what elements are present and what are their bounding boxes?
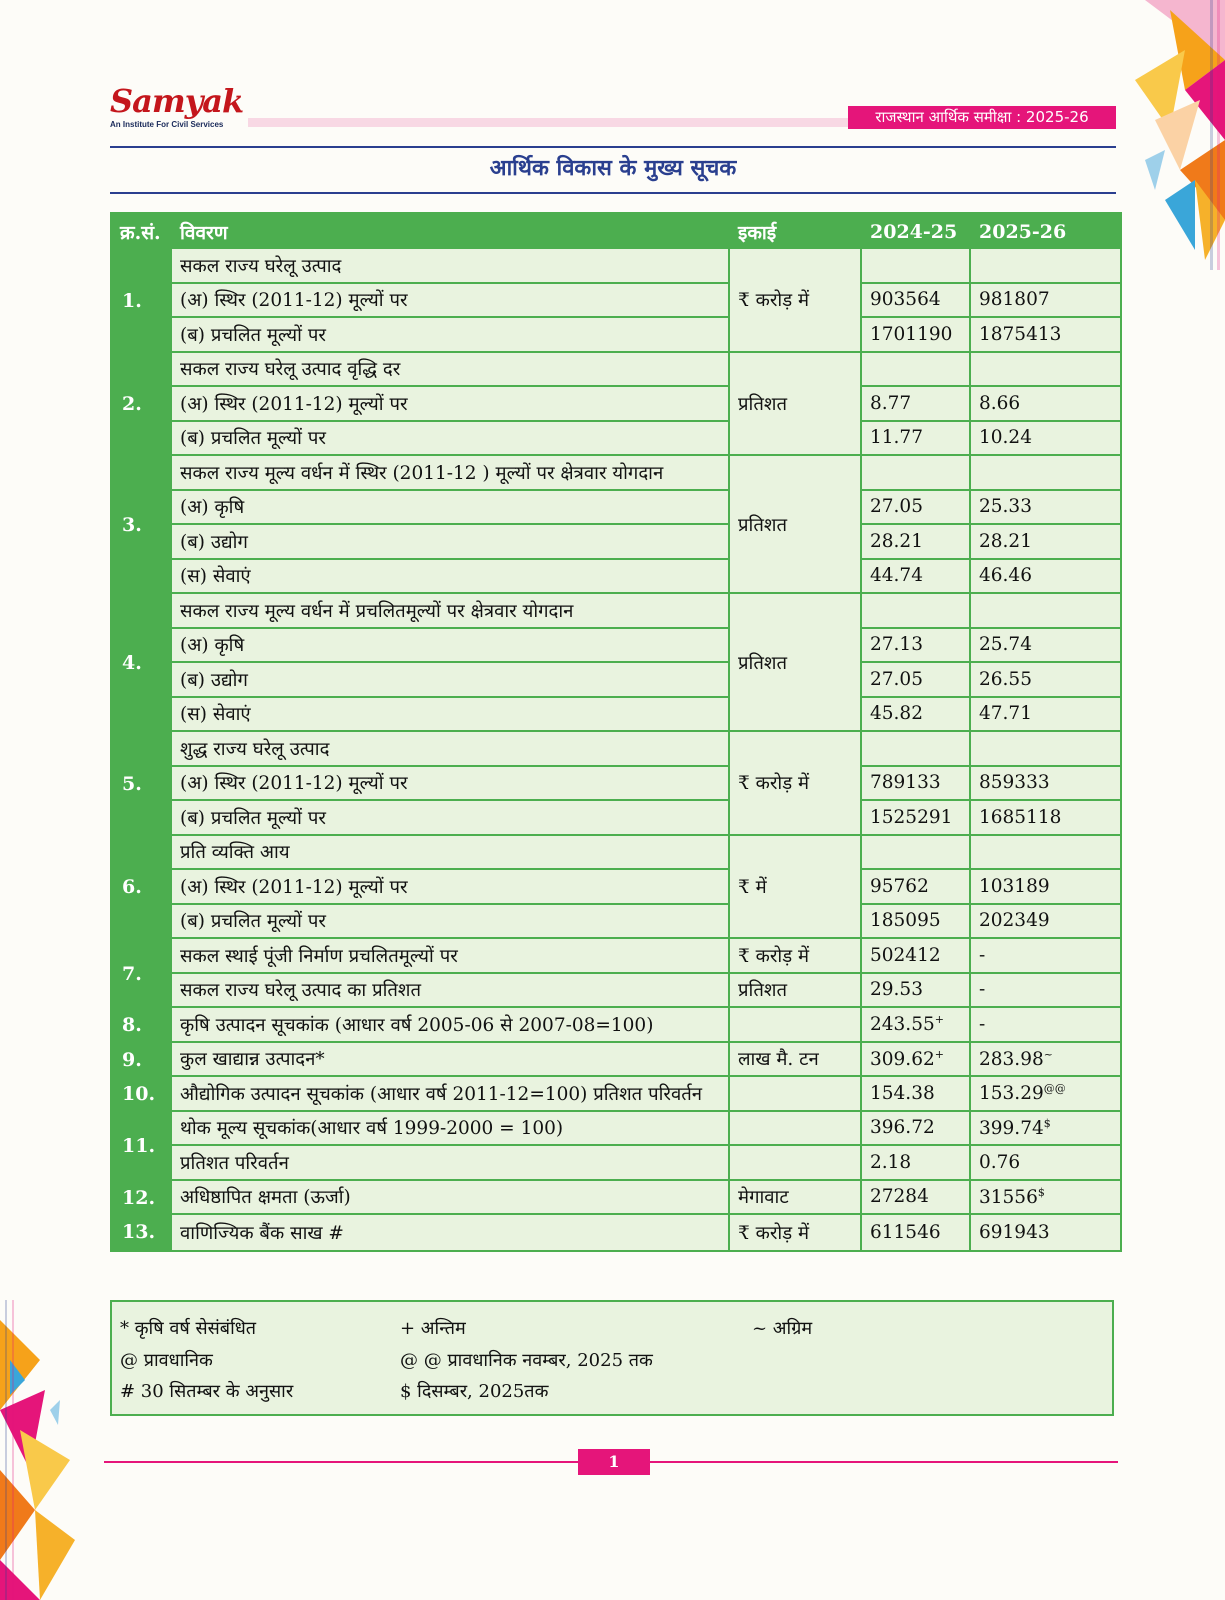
cell-footnote-marker: @@ — [1043, 1082, 1066, 1096]
indicators-table — [110, 212, 1122, 1252]
row-unit: ₹ करोड़ में — [730, 1215, 862, 1250]
table-row — [112, 594, 1120, 629]
table-row — [112, 456, 1120, 491]
serial-number: 11. — [112, 1112, 172, 1181]
value-2025-26 — [971, 801, 1120, 836]
cell-value: 2.18 — [870, 1151, 912, 1173]
cell-value: 44.74 — [870, 565, 923, 587]
cell-value: 691943 — [979, 1221, 1050, 1243]
value-2024-25 — [862, 939, 971, 974]
value-2025-26 — [971, 422, 1120, 457]
indicators-table-wrapper — [110, 212, 1118, 1252]
col-header-year-1: 2024-25 — [862, 214, 971, 249]
value-2024-25 — [862, 422, 971, 457]
table-row — [112, 974, 1120, 1009]
title-rule-bottom — [110, 192, 1116, 194]
value-2024-25 — [862, 353, 971, 388]
value-2025-26 — [971, 1146, 1120, 1181]
row-unit: प्रतिशत — [730, 456, 862, 594]
cell-value: 1875413 — [979, 323, 1062, 345]
cell-value: 283.98 — [979, 1048, 1044, 1070]
value-2024-25 — [862, 1008, 971, 1043]
row-description: (ब) प्रचलित मूल्यों पर — [172, 318, 730, 353]
row-description: सकल राज्य घरेलू उत्पाद का प्रतिशत — [172, 974, 730, 1009]
value-2024-25 — [862, 801, 971, 836]
cell-value: 1701190 — [870, 323, 953, 345]
serial-number: 4. — [112, 594, 172, 732]
cell-value: 45.82 — [870, 703, 923, 725]
value-2024-25 — [862, 491, 971, 526]
row-unit: प्रतिशत — [730, 974, 862, 1009]
serial-number: 10. — [112, 1077, 172, 1112]
row-unit: मेगावाट — [730, 1181, 862, 1216]
row-unit: ₹ करोड़ में — [730, 939, 862, 974]
serial-number: 12. — [112, 1181, 172, 1216]
value-2024-25 — [862, 249, 971, 284]
value-2025-26 — [971, 1112, 1120, 1147]
serial-number: 9. — [112, 1043, 172, 1078]
serial-number: 8. — [112, 1008, 172, 1043]
cell-value: 47.71 — [979, 703, 1032, 725]
value-2024-25 — [862, 525, 971, 560]
cell-value: 8.66 — [979, 392, 1021, 414]
row-description: (ब) उद्योग — [172, 525, 730, 560]
cell-value: 859333 — [979, 772, 1050, 794]
table-row — [112, 353, 1120, 388]
serial-number: 5. — [112, 732, 172, 836]
value-2025-26 — [971, 905, 1120, 940]
value-2024-25 — [862, 663, 971, 698]
row-description: कुल खाद्यान्न उत्पादन* — [172, 1043, 730, 1078]
value-2025-26 — [971, 974, 1120, 1009]
value-2025-26 — [971, 663, 1120, 698]
row-description: (स) सेवाएं — [172, 560, 730, 595]
value-2024-25 — [862, 1215, 971, 1250]
value-2025-26 — [971, 249, 1120, 284]
cell-value: 243.55 — [870, 1014, 935, 1036]
title-rule-top — [110, 146, 1116, 148]
row-description: सकल स्थाई पूंजी निर्माण प्रचलितमूल्यों पर — [172, 939, 730, 974]
value-2024-25 — [862, 974, 971, 1009]
value-2025-26 — [971, 594, 1120, 629]
cell-value: 103189 — [979, 875, 1050, 897]
cell-value: 25.74 — [979, 634, 1032, 656]
serial-number: 3. — [112, 456, 172, 594]
table-row — [112, 905, 1120, 940]
cell-value: 981807 — [979, 289, 1050, 311]
cell-footnote-marker: $ — [1037, 1185, 1045, 1199]
table-row — [112, 387, 1120, 422]
cell-value: 185095 — [870, 910, 941, 932]
cell-value: 309.62 — [870, 1048, 935, 1070]
decorative-triangles-top-right — [1125, 0, 1225, 270]
header-band — [248, 118, 848, 127]
row-description: सकल राज्य मूल्य वर्धन में प्रचलितमूल्यों पर क्षेत्रवार योगदान — [172, 594, 730, 629]
row-unit: ₹ करोड़ में — [730, 732, 862, 836]
row-description: कृषि उत्पादन सूचकांक (आधार वर्ष 2005-06 से 2007-08=100) — [172, 1008, 730, 1043]
value-2025-26 — [971, 870, 1120, 905]
cell-value: 903564 — [870, 289, 941, 311]
row-description: (अ) स्थिर (2011-12) मूल्यों पर — [172, 870, 730, 905]
table-row — [112, 525, 1120, 560]
cell-value: 396.72 — [870, 1117, 935, 1139]
footnote: @ @ प्रावधानिक नवम्बर, 2025 तक — [400, 1350, 653, 1371]
table-body — [112, 249, 1120, 1250]
row-unit: ₹ में — [730, 836, 862, 940]
row-description: (ब) प्रचलित मूल्यों पर — [172, 905, 730, 940]
table-row — [112, 836, 1120, 871]
cell-value: 29.53 — [870, 979, 923, 1001]
table-row — [112, 732, 1120, 767]
table-row — [112, 1215, 1120, 1250]
row-unit: प्रतिशत — [730, 594, 862, 732]
row-description: प्रति व्यक्ति आय — [172, 836, 730, 871]
value-2024-25 — [862, 698, 971, 733]
row-unit — [730, 1008, 862, 1043]
page-title: आर्थिक विकास के मुख्य सूचक — [489, 156, 737, 181]
cell-value: 28.21 — [979, 530, 1032, 552]
table-row — [112, 1043, 1120, 1078]
value-2025-26 — [971, 353, 1120, 388]
cell-value: 27284 — [870, 1186, 929, 1208]
value-2024-25 — [862, 456, 971, 491]
row-description: (अ) कृषि — [172, 491, 730, 526]
row-description: अधिष्ठापित क्षमता (ऊर्जा) — [172, 1181, 730, 1216]
cell-value: 27.13 — [870, 634, 923, 656]
footer-rule-right — [650, 1461, 1118, 1463]
cell-value: 25.33 — [979, 496, 1032, 518]
cell-value: 502412 — [870, 944, 941, 966]
table-row — [112, 1181, 1120, 1216]
cell-value: 95762 — [870, 875, 929, 897]
cell-value: 1525291 — [870, 806, 953, 828]
cell-footnote-marker: + — [934, 1013, 944, 1027]
row-description: सकल राज्य घरेलू उत्पाद — [172, 249, 730, 284]
row-description: सकल राज्य मूल्य वर्धन में स्थिर (2011-12 ) मूल्यों पर क्षेत्रवार योगदान — [172, 456, 730, 491]
cell-value: - — [979, 944, 986, 966]
cell-footnote-marker: ~ — [1043, 1047, 1053, 1061]
value-2025-26 — [971, 1181, 1120, 1216]
footnote: $ दिसम्बर, 2025तक — [400, 1381, 549, 1402]
footnote: * कृषि वर्ष सेसंबंधित — [120, 1318, 257, 1339]
row-description: वाणिज्यिक बैंक साख # — [172, 1215, 730, 1250]
cell-value: 31556 — [979, 1186, 1038, 1208]
table-row — [112, 560, 1120, 595]
value-2025-26 — [971, 767, 1120, 802]
cell-value: 28.21 — [870, 530, 923, 552]
cell-value: 27.05 — [870, 668, 923, 690]
value-2025-26 — [971, 560, 1120, 595]
value-2024-25 — [862, 629, 971, 664]
cell-value: 153.29 — [979, 1083, 1044, 1105]
value-2024-25 — [862, 732, 971, 767]
value-2025-26 — [971, 836, 1120, 871]
row-description: (ब) प्रचलित मूल्यों पर — [172, 422, 730, 457]
value-2024-25 — [862, 284, 971, 319]
value-2025-26 — [971, 732, 1120, 767]
row-unit: प्रतिशत — [730, 353, 862, 457]
cell-value: 11.77 — [870, 427, 923, 449]
row-description: सकल राज्य घरेलू उत्पाद वृद्धि दर — [172, 353, 730, 388]
table-row — [112, 939, 1120, 974]
col-header-description: विवरण — [172, 214, 730, 249]
decorative-triangles-bottom-left — [0, 1300, 80, 1600]
value-2024-25 — [862, 767, 971, 802]
value-2024-25 — [862, 836, 971, 871]
cell-value: 154.38 — [870, 1082, 935, 1104]
value-2025-26 — [971, 939, 1120, 974]
footnote: # 30 सितम्बर के अनुसार — [120, 1381, 294, 1402]
table-header-row — [112, 214, 1120, 249]
value-2025-26 — [971, 456, 1120, 491]
table-row — [112, 698, 1120, 733]
value-2024-25 — [862, 1181, 971, 1216]
report-tag: राजस्थान आर्थिक समीक्षा : 2025-26 — [848, 106, 1116, 129]
row-description: प्रतिशत परिवर्तन — [172, 1146, 730, 1181]
row-description: (अ) स्थिर (2011-12) मूल्यों पर — [172, 284, 730, 319]
serial-number: 6. — [112, 836, 172, 940]
table-row — [112, 767, 1120, 802]
table-row — [112, 1008, 1120, 1043]
table-row — [112, 629, 1120, 664]
cell-value: - — [979, 1013, 986, 1035]
table-row — [112, 318, 1120, 353]
value-2025-26 — [971, 698, 1120, 733]
table-row — [112, 801, 1120, 836]
cell-footnote-marker: + — [934, 1047, 944, 1061]
row-unit — [730, 1146, 862, 1181]
cell-value: 0.76 — [979, 1151, 1021, 1173]
table-row — [112, 663, 1120, 698]
table-row — [112, 870, 1120, 905]
value-2024-25 — [862, 1077, 971, 1112]
value-2025-26 — [971, 1043, 1120, 1078]
value-2024-25 — [862, 1043, 971, 1078]
table-row — [112, 422, 1120, 457]
cell-value: 789133 — [870, 772, 941, 794]
value-2025-26 — [971, 525, 1120, 560]
cell-value: 611546 — [870, 1221, 941, 1243]
value-2025-26 — [971, 629, 1120, 664]
value-2024-25 — [862, 1112, 971, 1147]
value-2024-25 — [862, 905, 971, 940]
col-header-unit: इकाई — [730, 214, 862, 249]
cell-value: 26.55 — [979, 668, 1032, 690]
serial-number: 13. — [112, 1215, 172, 1250]
row-unit — [730, 1077, 862, 1112]
value-2024-25 — [862, 594, 971, 629]
row-description: (अ) स्थिर (2011-12) मूल्यों पर — [172, 387, 730, 422]
footnote: + अन्तिम — [400, 1318, 466, 1339]
footer-rule-left — [104, 1461, 578, 1463]
cell-value: 399.74 — [979, 1117, 1044, 1139]
row-description: शुद्ध राज्य घरेलू उत्पाद — [172, 732, 730, 767]
table-row — [112, 284, 1120, 319]
table-row — [112, 1112, 1120, 1147]
samyak-logo — [110, 84, 243, 129]
row-description: (अ) स्थिर (2011-12) मूल्यों पर — [172, 767, 730, 802]
cell-value: 46.46 — [979, 565, 1032, 587]
cell-value: 1685118 — [979, 806, 1062, 828]
serial-number: 2. — [112, 353, 172, 457]
page-number: 1 — [578, 1449, 650, 1475]
col-header-year-2: 2025-26 — [971, 214, 1120, 249]
serial-number: 7. — [112, 939, 172, 1008]
value-2024-25 — [862, 318, 971, 353]
cell-value: 10.24 — [979, 427, 1032, 449]
row-description: (अ) कृषि — [172, 629, 730, 664]
value-2025-26 — [971, 387, 1120, 422]
footnote: ~ अग्रिम — [752, 1318, 813, 1339]
value-2025-26 — [971, 1215, 1120, 1250]
row-description: (ब) प्रचलित मूल्यों पर — [172, 801, 730, 836]
footnote: @ प्रावधानिक — [120, 1350, 213, 1371]
row-unit: लाख मै. टन — [730, 1043, 862, 1078]
col-header-sn: क्र.सं. — [112, 214, 172, 249]
value-2025-26 — [971, 284, 1120, 319]
logo-tagline: An Institute For Civil Services — [110, 120, 224, 129]
row-description: (ब) उद्योग — [172, 663, 730, 698]
value-2025-26 — [971, 491, 1120, 526]
row-unit — [730, 1112, 862, 1147]
value-2024-25 — [862, 387, 971, 422]
cell-value: 8.77 — [870, 392, 912, 414]
cell-footnote-marker: $ — [1043, 1116, 1051, 1130]
value-2024-25 — [862, 560, 971, 595]
value-2024-25 — [862, 870, 971, 905]
table-row — [112, 249, 1120, 284]
row-description: औद्योगिक उत्पादन सूचकांक (आधार वर्ष 2011-12=100) प्रतिशत परिवर्तन — [172, 1077, 730, 1112]
cell-value: 202349 — [979, 910, 1050, 932]
logo-text: Samyak — [110, 82, 244, 120]
table-row — [112, 1077, 1120, 1112]
row-description: (स) सेवाएं — [172, 698, 730, 733]
footnotes-box — [110, 1300, 1114, 1416]
serial-number: 1. — [112, 249, 172, 353]
value-2025-26 — [971, 1008, 1120, 1043]
cell-value: 27.05 — [870, 496, 923, 518]
value-2024-25 — [862, 1146, 971, 1181]
table-row — [112, 1146, 1120, 1181]
table-row — [112, 491, 1120, 526]
value-2025-26 — [971, 318, 1120, 353]
value-2025-26 — [971, 1077, 1120, 1112]
row-unit: ₹ करोड़ में — [730, 249, 862, 353]
row-description: थोक मूल्य सूचकांक(आधार वर्ष 1999-2000 = 100) — [172, 1112, 730, 1147]
cell-value: - — [979, 979, 986, 1001]
